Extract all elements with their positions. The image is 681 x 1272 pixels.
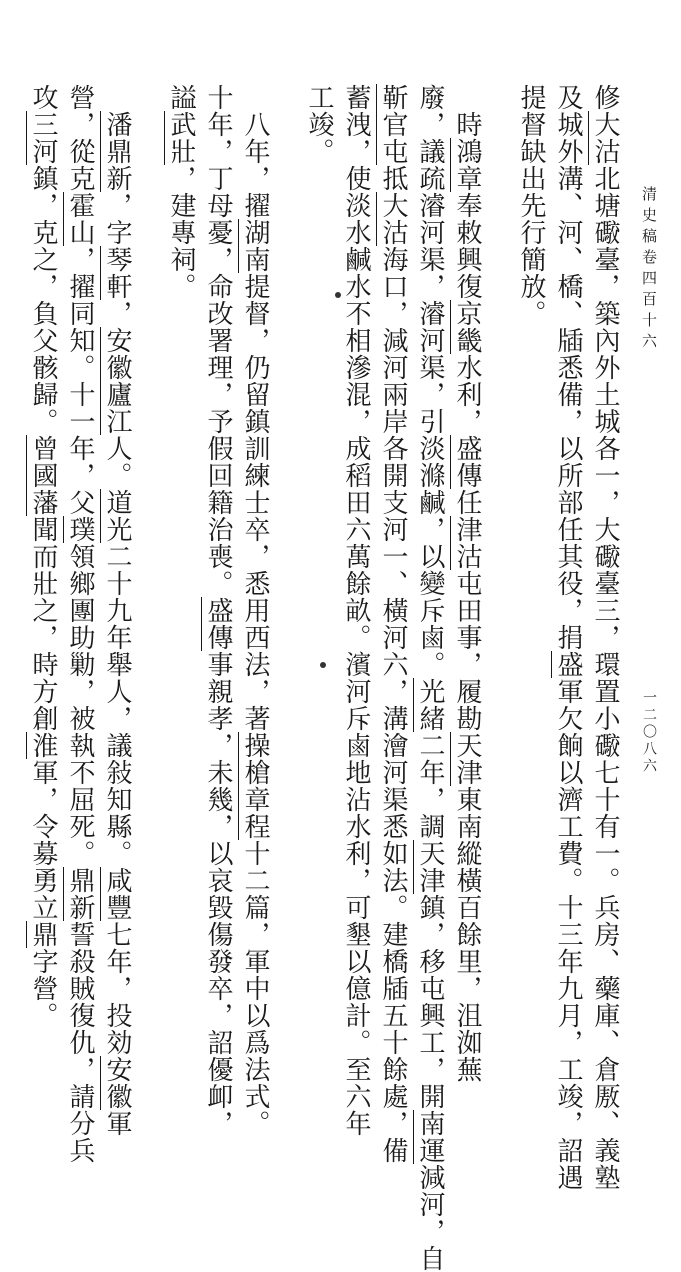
text-column [102,84,132,1137]
proper-noun: 大沽 [378,192,408,246]
proper-noun: 鴻章 [452,138,482,192]
proper-noun: 大沽 [590,111,620,165]
text-run: 營，從克 [65,84,95,192]
text-column [304,84,334,165]
text-run: 事親孝，未幾，以哀毀傷發卒，詔優卹， [203,651,233,1137]
proper-noun: 三河 [28,111,58,165]
text-run: 二年，調 [415,732,445,840]
text-run: 十二篇，軍中以爲法式。 [240,840,270,1137]
text-run: 抵 [378,165,408,192]
proper-noun: 津沽 [452,516,482,570]
text-run: 軍 [102,1110,132,1137]
text-run: 奉敕興復 [452,192,482,300]
proper-noun: 璞 [65,516,95,543]
text-run: 海口，減河兩岸各開支河一、橫河六，溝澮河渠悉如法。建橋牐五十餘處，備 [378,246,408,1164]
scan-artifact [335,292,341,298]
proper-noun: 鼎 [28,921,58,948]
text-run: 廢，議疏 [415,84,445,192]
proper-noun: 天津 [452,732,482,786]
running-header: 清史稿卷四百十六 [640,186,658,354]
text-run: ，字 [102,192,132,246]
text-column [590,84,620,1191]
text-run: 工竣。 [304,84,334,165]
proper-noun: 安徽廬江 [102,327,132,435]
proper-noun: 天津 [415,840,445,894]
proper-noun: 鼎新 [65,867,95,921]
text-run: 蓄洩，使淡水鹹水不相滲混，成稻田六萬餘畝。濱河斥鹵地沾水利，可墾以億計。至六年 [341,84,371,1137]
proper-noun: 咸豐 [102,867,132,921]
text-run: 領鄉團助勦，被執不屈死。 [65,543,95,867]
text-run: 東南縱橫百餘里，沮洳蕪 [452,786,482,1083]
proper-noun: 盛傳 [203,597,233,651]
text-run: 濬河渠 [415,300,445,381]
text-run: 及城外溝、河、橋、牐悉備，以所部任其役，捐 [553,84,583,651]
text-run: 聞而壯之，時方創 [28,516,58,732]
text-column [415,84,445,1272]
text-run: 北塘礮臺，築內外土城各一，大礮臺三，環置小礮七十有一。兵房、藥庫、倉厫、義塾 [590,165,620,1191]
proper-noun: 南運 [415,1110,445,1164]
proper-noun: 湖南 [240,219,270,273]
text-run: 鎮，移屯興工，開 [415,894,445,1110]
text-run: 時 [452,84,482,138]
proper-noun: 霍山 [65,192,95,246]
proper-noun: 安徽 [102,1056,132,1110]
text-run: 十年，丁母憂，命改署理，予假回籍治喪。 [203,84,233,597]
text-column [553,84,583,1191]
text-run: ，擢同知。十一年，父 [65,246,95,516]
text-run: 任 [452,489,482,516]
proper-noun: 光緒 [415,678,445,732]
proper-noun: 道光 [102,489,132,543]
text-run: 誓殺賊復仇，請分兵 [65,921,95,1164]
text-column [341,84,371,1137]
text-run: 人。 [102,435,132,489]
scan-artifact [320,662,326,668]
text-run: 提督缺出先行簡放。 [516,84,546,327]
text-run: ， [415,273,445,300]
proper-noun: 靳官屯 [378,84,408,165]
text-column [378,84,408,1164]
text-run: 濬河渠 [415,192,445,273]
proper-noun: 潘鼎新 [102,111,132,192]
text-run: 謚 [166,84,196,111]
text-run: 提督，仍留鎮訓練士卒，悉用西法，著 [240,273,270,732]
text-run: ，引淡滌鹹，以變斥鹵。 [415,381,445,678]
proper-noun: 曾國藩 [28,435,58,516]
proper-noun: 操槍章程 [240,732,270,840]
text-column [65,84,95,1164]
text-column [240,84,270,1137]
text-column [516,84,546,327]
proper-noun: 琴軒 [102,246,132,300]
proper-noun: 京畿 [452,300,482,354]
text-column [203,84,233,1137]
text-column [28,84,58,1029]
text-run: ， [102,300,132,327]
text-run: 減河，自 [415,1164,445,1272]
proper-noun: 武壯 [166,111,196,165]
text-run: 水利， [452,354,482,435]
text-run [102,84,132,111]
text-run: 二十九年舉人，議敍知縣。 [102,543,132,867]
text-column [166,84,196,300]
proper-noun: 盛傳 [452,435,482,489]
text-run: 字營。 [28,948,58,1029]
text-run: 攻 [28,84,58,111]
proper-noun: 淮 [28,732,58,759]
proper-noun: 盛 [553,651,583,678]
text-run: 軍，令募勇立 [28,759,58,921]
text-run: ，建專祠。 [166,165,196,300]
text-run: 修 [590,84,620,111]
text-run: 屯田事，履勘 [452,570,482,732]
text-run: 軍欠餉以濟工費。十三年九月，工竣，詔遇 [553,678,583,1191]
text-run: 鎮，克之，負父骸歸。 [28,165,58,435]
text-column [452,84,482,1083]
text-run: 八年，擢 [240,84,270,219]
page-number: 一二〇八六 [641,690,657,775]
text-run: 七年，投効 [102,921,132,1056]
